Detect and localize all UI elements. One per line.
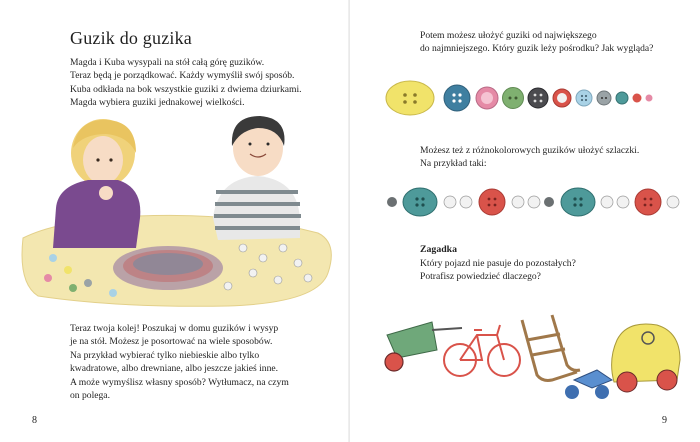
toy-car (612, 324, 680, 392)
pattern-white-2 (460, 196, 472, 208)
button-red (553, 89, 571, 107)
pattern-white-7 (667, 196, 679, 208)
buttons-pattern-row (385, 186, 685, 218)
size-order-paragraph: Potem możesz ułożyć guziki od największego do najmniejszego. Który guzik leży pośrodku? Jak wygląda? (420, 30, 654, 55)
button-small-pink (633, 94, 642, 103)
pattern-dot (387, 197, 397, 207)
pattern-paragraph: Możesz też z różnokolorowych guzików ułożyć szlaczki. Na przykład taki: (420, 145, 640, 170)
button-blue (444, 85, 470, 111)
sled (522, 315, 580, 380)
children-sorting-illustration (18, 108, 343, 308)
buttons-size-row (385, 76, 675, 122)
button-pile (113, 246, 223, 290)
page-title: Guzik do guzika (70, 28, 192, 48)
vehicles-illustration (382, 300, 682, 410)
pattern-white-4 (528, 196, 540, 208)
zagadka-heading: Zagadka (420, 244, 458, 255)
right-page (350, 0, 700, 442)
intro-paragraph: Magda i Kuba wysypali na stół całą górę guzików. Teraz będą je porządkować. Każdy wymyślił swój sposób. Kuba odkłada na bok wszystkie guziki z dwiema dziurkami. Magda wybiera guziki jednakowej wielkości. (70, 57, 302, 109)
button-green (503, 88, 524, 109)
button-grey (597, 91, 611, 105)
bicycle (444, 325, 520, 376)
pattern-red-big (479, 189, 505, 215)
pattern-dot-2 (544, 197, 554, 207)
button-dark-middle (528, 88, 548, 108)
pattern-teal-big (403, 188, 437, 216)
girl-magda (53, 119, 140, 248)
pattern-red-big-2 (635, 189, 661, 215)
pattern-teal-big-2 (561, 188, 595, 216)
boy-kuba (213, 116, 301, 240)
button-smallest (646, 95, 653, 102)
pattern-white-6 (617, 196, 629, 208)
your-turn-paragraph: Teraz twoja kolej! Poszukaj w domu guzików i wysyp je na stół. Możesz je posortować na wiele sposobów. Na przykład wybierać tylko niebieskie albo tylko kwadratowe, albo drewniane, albo jeszcze jakieś inne. A może wymyślisz własny sposób? Wytłumacz, na czym on polega. (70, 323, 289, 402)
pattern-white-5 (601, 196, 613, 208)
button-light-blue (576, 90, 592, 106)
button-pink (476, 87, 498, 109)
button-teal (616, 92, 628, 104)
pattern-white-1 (444, 196, 456, 208)
page-number-right: 9 (662, 415, 667, 426)
button-yellow-largest (386, 81, 434, 115)
page-number-left: 8 (32, 415, 37, 426)
zagadka-question: Który pojazd nie pasuje do pozostałych? Potrafisz powiedzieć dlaczego? (420, 258, 576, 283)
pattern-white-3 (512, 196, 524, 208)
